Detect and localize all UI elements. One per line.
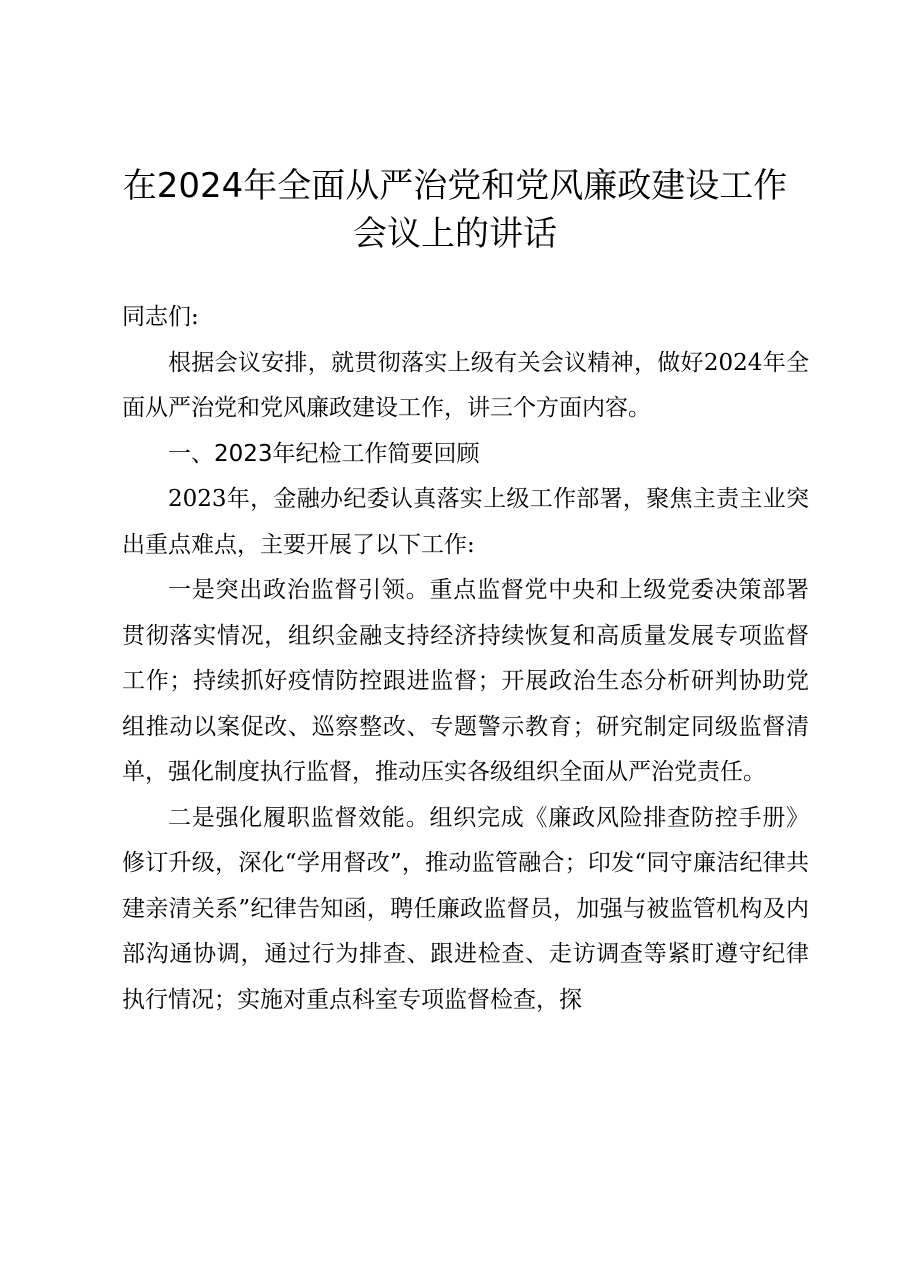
salutation: 同志们: [122, 304, 199, 330]
paragraph-intro: 根据会议安排，就贯彻落实上级有关会议精神，做好2024年全面从严治党和党风廉政建设工作，讲三个方面内容。 [122, 349, 809, 421]
paragraph-section1-intro: 2023年，金融办纪委认真落实上级工作部署，聚焦主责主业突出重点难点，主要开展了以下工作: [122, 486, 809, 558]
paragraph-item1: 一是突出政治监督引领。重点监督党中央和上级党委决策部署贯彻落实情况，组织金融支持经济持续恢复和高质量发展专项监督工作；持续抓好疫情防控跟进监督；开展政治生态分析研判协助党组推动以案促改、巡察整改、专题警示教育；研究制定同级监督清单，强化制度执行监督，推动压实各级组织全面从严治党责任。 [122, 577, 809, 785]
document-body [122, 295, 809, 1023]
section-heading: 一、2023年纪检工作简要回顾 [168, 440, 480, 467]
document-title: 在2024年全面从严治党和党风廉政建设工作会议上的讲话 [122, 166, 788, 254]
paragraph-item2: 二是强化履职监督效能。组织完成《廉政风险排查防控手册》修订升级，深化“学用督改”，推动监管融合；印发“同守廉洁纪律共建亲清关系”纪律告知函，聘任廉政监督员，加强与被监管机构及内部沟通协调，通过行为排查、跟进检查、走访调查等紧盯遵守纪律执行情况；实施对重点科室专项监督检查，探 [122, 804, 809, 1013]
